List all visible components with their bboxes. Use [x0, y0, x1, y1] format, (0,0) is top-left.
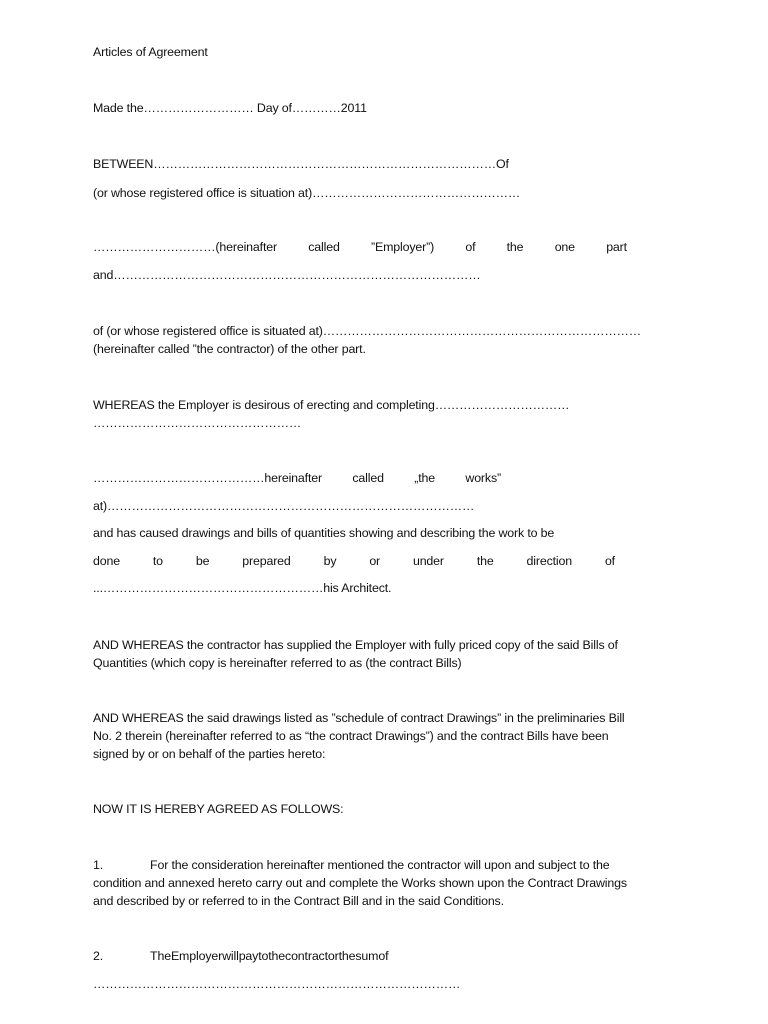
employer-word: of	[465, 240, 476, 254]
direction-word: direction	[526, 554, 573, 568]
direction-word: under	[412, 554, 444, 568]
whereas-drawings-line-1: AND WHEREAS the said drawings listed as ”schedule of contract Drawings” in the preliminaries Bill	[93, 711, 625, 725]
employer-word: the	[506, 240, 524, 254]
works-word: works”	[465, 471, 501, 485]
clause-1-line-3: and described by or referred to in the Contract Bill and in the said Conditions.	[93, 894, 504, 908]
clause-2-number: 2.	[93, 949, 104, 963]
employer-word: part	[606, 240, 627, 254]
direction-word: be	[195, 554, 210, 568]
whereas-drawings-line-3: signed by or on behalf of the parties hereto:	[93, 747, 326, 761]
direction-word: of	[604, 554, 615, 568]
whereas-employer-line: WHEREAS the Employer is desirous of erecting and completing……………………………	[93, 398, 570, 412]
works-line	[93, 470, 501, 486]
employer-word: ”Employer”)	[371, 240, 435, 254]
employer-word: …………………………(hereinafter	[93, 240, 277, 254]
agreed-heading: NOW IT IS HEREBY AGREED AS FOLLOWS:	[93, 802, 344, 816]
architect-line: ...………………………………………………his Architect.	[93, 581, 392, 595]
drawings-line: and has caused drawings and bills of quantities showing and describing the work to be	[93, 526, 555, 540]
clause-2-first-line	[93, 948, 388, 964]
employer-party-line	[93, 239, 627, 255]
contractor-called-line: (hereinafter called ”the contractor) of the other part.	[93, 342, 366, 356]
whereas-bills-line-2: Quantities (which copy is hereinafter referred to as (the contract Bills)	[93, 656, 462, 670]
clause-1-number: 1.	[93, 858, 104, 872]
direction-word: to	[152, 554, 163, 568]
works-word: „the	[414, 471, 435, 485]
made-day-line: Made the……………………… Day of…………2011	[93, 101, 367, 115]
registered-office-line: (or whose registered office is situation at)……………………………………………	[93, 186, 521, 200]
works-word: called	[352, 471, 384, 485]
whereas-dots-line: ……………………………………………	[93, 416, 302, 430]
direction-word: by	[323, 554, 337, 568]
direction-word: or	[369, 554, 381, 568]
works-word: ……………………………………hereinafter	[93, 471, 322, 485]
clause-1-line-2: condition and annexed hereto carry out and complete the Works shown upon the Contract Drawings	[93, 876, 627, 890]
direction-word: done	[93, 554, 120, 568]
clause-2-dots-line: ………………………………………………………………………………	[93, 977, 461, 991]
whereas-drawings-line-2: No. 2 therein (hereinafter referred to as “the contract Drawings”) and the contract Bills have been	[93, 729, 609, 743]
contractor-office-line: of (or whose registered office is situated at)……………………………………………………………………	[93, 324, 642, 338]
and-line: and………………………………………………………………………………	[93, 268, 481, 282]
direction-line	[93, 553, 615, 569]
clause-2-text: TheEmployerwillpaytothecontractorthesumof	[150, 949, 389, 963]
between-line: BETWEEN…………………………………………………………………………Of	[93, 157, 509, 171]
at-line: at)………………………………………………………………………………	[93, 499, 475, 513]
direction-word: the	[476, 554, 494, 568]
document-title: Articles of Agreement	[93, 45, 208, 59]
employer-word: called	[308, 240, 340, 254]
clause-1-text: For the consideration hereinafter mentioned the contractor will upon and subject to the	[150, 858, 610, 872]
direction-word: prepared	[242, 554, 291, 568]
clause-1-first-line	[93, 857, 610, 873]
employer-word: one	[554, 240, 575, 254]
whereas-bills-line-1: AND WHEREAS the contractor has supplied the Employer with fully priced copy of the said Bills of	[93, 638, 618, 652]
